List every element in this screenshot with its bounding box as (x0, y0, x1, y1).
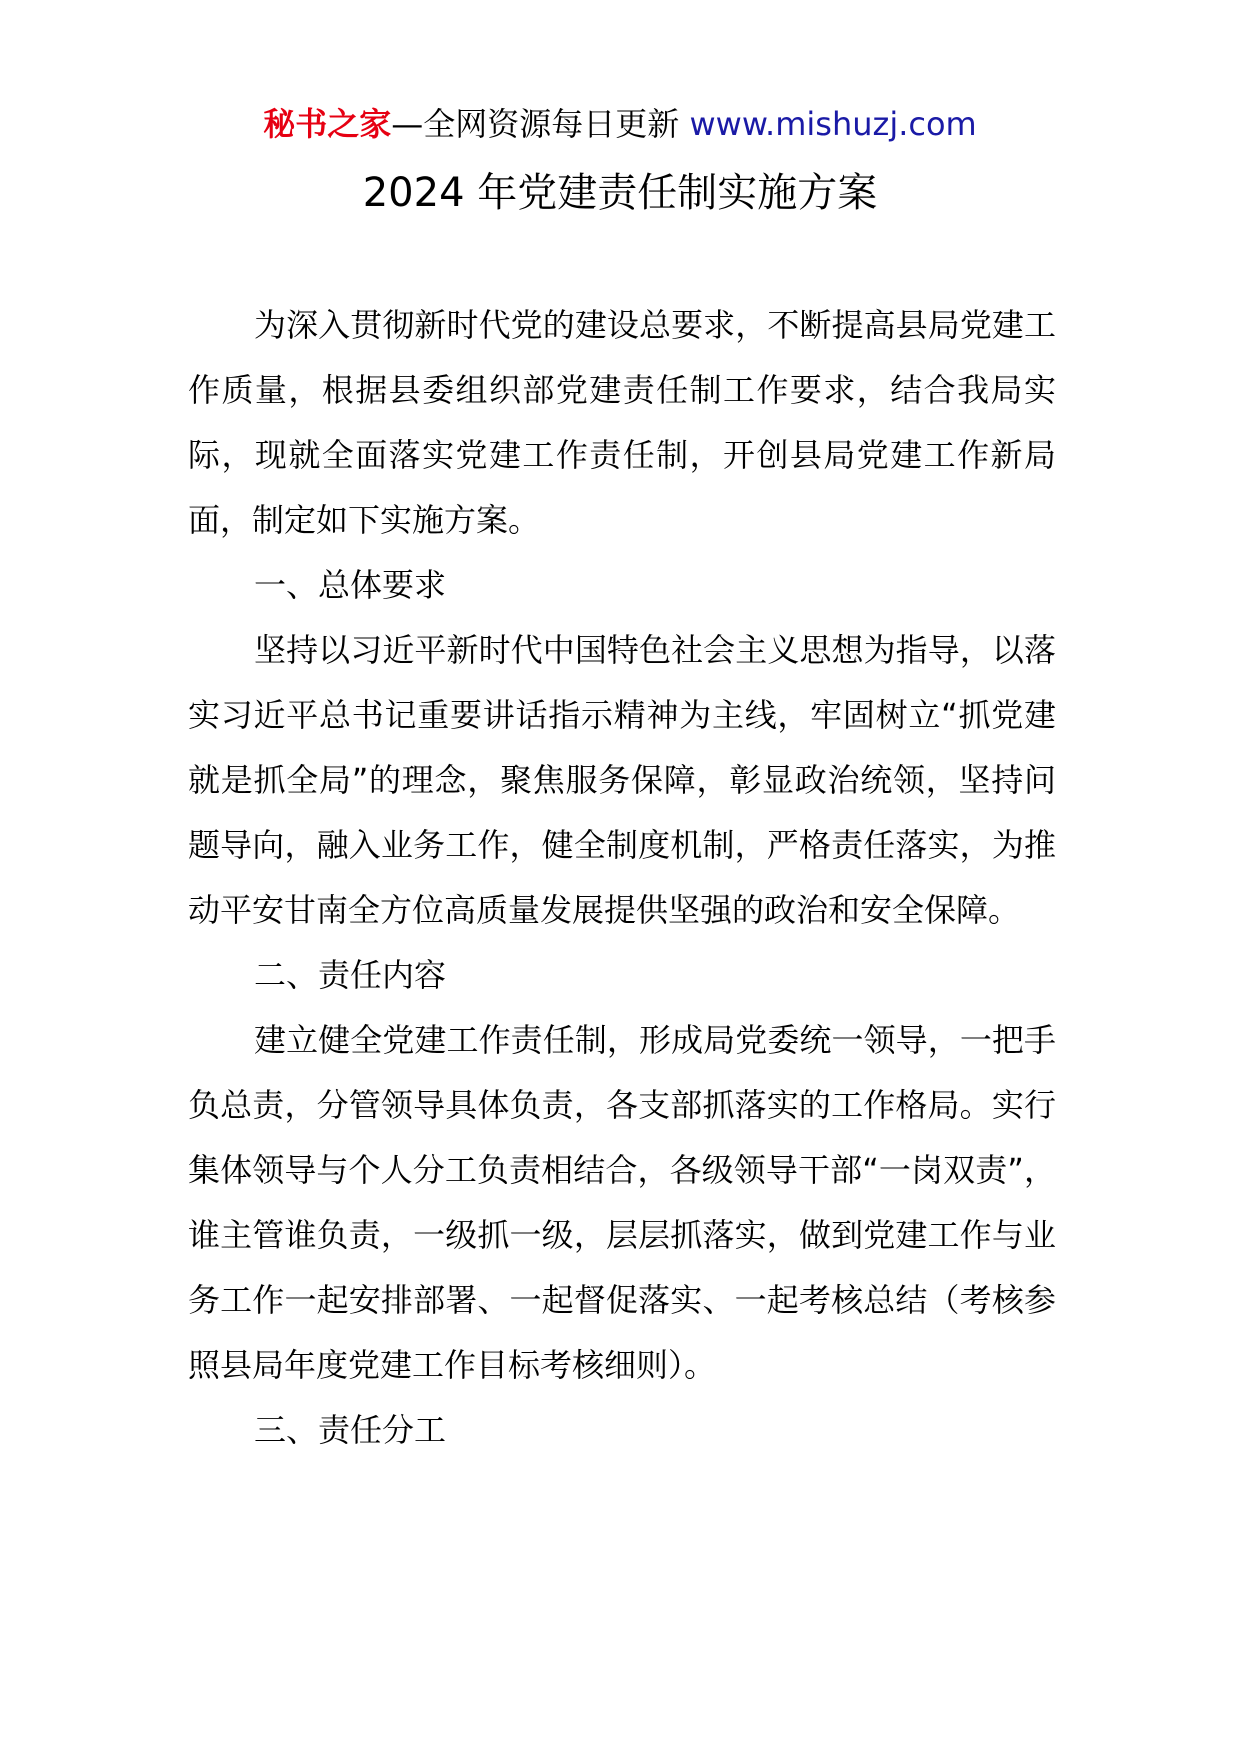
header-tagline: —全网资源每日更新 (391, 105, 690, 143)
section-heading-responsibility-division: 三、责任分工 (254, 1411, 447, 1449)
responsibility-content-paragraph: 建立健全党建工作责任制，形成局党委统一领导，一把手负总责，分管领导具体负责，各支部抓落实的工作格局。实行集体领导与个人分工负责相结合，各级领导干部“一岗双责”，谁主管谁负责，一级抓一级，层层抓落实，做到党建工作与业务工作一起安排部署、一起督促落实、一起考核总结（考核参照县局年度党建工作目标考核细则）。 (188, 1021, 1056, 1384)
document-title: 2024 年党建责任制实施方案 (362, 170, 878, 216)
general-requirements-paragraph: 坚持以习近平新时代中国特色社会主义思想为指导，以落实习近平总书记重要讲话指示精神为主线，牢固树立“抓党建就是抓全局”的理念，聚焦服务保障，彰显政治统领，坚持问题导向，融入业务工作，健全制度机制，严格责任落实，为推动平安甘南全方位高质量发展提供坚强的政治和安全保障。 (188, 631, 1056, 929)
section-heading-responsibility-content: 二、责任内容 (254, 956, 447, 994)
section-heading-general-requirements: 一、总体要求 (254, 566, 447, 604)
site-header (0, 100, 1240, 148)
intro-paragraph: 为深入贯彻新时代党的建设总要求，不断提高县局党建工作质量，根据县委组织部党建责任制工作要求，结合我局实际，现就全面落实党建工作责任制，开创县局党建工作新局面，制定如下实施方案。 (188, 306, 1056, 539)
site-url-link[interactable]: www.mishuzj.com (689, 105, 977, 143)
brand-name: 秘书之家 (263, 105, 392, 143)
document-body (188, 293, 1056, 1463)
